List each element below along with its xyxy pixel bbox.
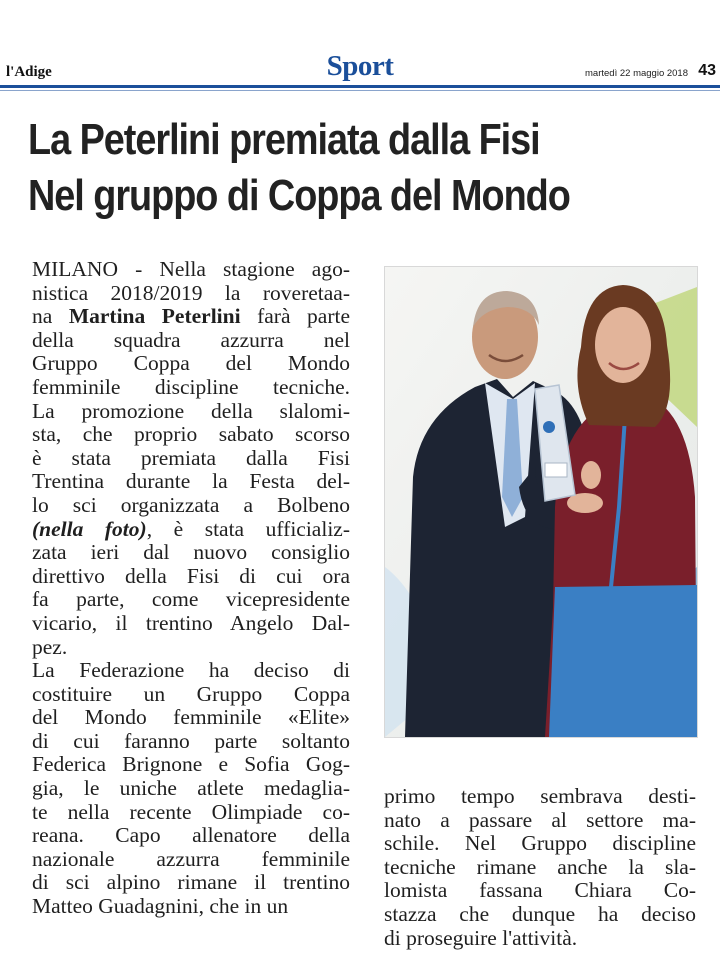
article-column-right	[384, 785, 696, 950]
article-line: di proseguire l'attività.	[384, 925, 578, 950]
woman-pants	[549, 585, 697, 737]
article-line: te nella recente Olimpiade co-	[32, 799, 350, 824]
article-line: schile. Nel Gruppo discipline	[384, 831, 696, 856]
trophy-plate	[545, 463, 567, 477]
article-line: della squadra azzurra nel	[32, 327, 350, 352]
article-line: di cui faranno parte soltanto	[32, 728, 350, 753]
page-number: 43	[698, 62, 716, 79]
article-line: Trentina durante la Festa del-	[32, 469, 350, 494]
newspaper-name: l'Adige	[6, 64, 52, 80]
article-line: lo sci organizzata a Bolbeno	[32, 492, 350, 517]
masthead	[0, 44, 720, 102]
article-line: primo tempo sembrava desti-	[384, 784, 696, 808]
article-line: La promozione della slalomi-	[32, 398, 350, 423]
article-line: costituire un Gruppo Coppa	[32, 681, 350, 706]
article-line: lomista fassana Chiara Co-	[384, 878, 696, 903]
article-line: Matteo Guadagnini, che in un	[32, 894, 289, 919]
article-line: pez.	[32, 634, 68, 659]
headline-line-1: La Peterlini premiata dalla Fisi	[28, 115, 540, 164]
article-line: MILANO - Nella stagione ago-	[32, 257, 350, 281]
article-line: (nella foto), è stata ufficializ-	[32, 516, 350, 541]
article-line: Federica Brignone e Sofia Gog-	[32, 752, 350, 777]
article-line: nistica 2018/2019 la roveretaa-	[32, 280, 350, 305]
photo-illustration	[385, 267, 697, 737]
article-line: reana. Capo allenatore della	[32, 823, 350, 848]
article-line: direttivo della Fisi di cui ora	[32, 563, 350, 588]
article-line: stazza che dunque ha deciso	[384, 901, 696, 926]
article-column-left	[32, 258, 350, 919]
woman-face	[595, 307, 651, 383]
section-title: Sport	[326, 50, 394, 82]
article-line: tecniche rimane anche la sla-	[384, 854, 696, 879]
article-line: è stata premiata dalla Fisi	[32, 445, 350, 470]
article-line: zata ieri dal nuovo consiglio	[32, 540, 350, 565]
article-line: del Mondo femminile «Elite»	[32, 705, 350, 730]
article-line: vicario, il trentino Angelo Dal-	[32, 610, 350, 635]
headline	[28, 112, 613, 224]
article-line: gia, le uniche atlete medaglia-	[32, 776, 350, 801]
article-photo	[384, 266, 698, 738]
headline-line-2: Nel gruppo di Coppa del Mondo	[28, 171, 570, 220]
header-rule	[0, 85, 720, 88]
header-rule-thin	[0, 90, 720, 91]
article-line: fa parte, come vicepresidente	[32, 587, 350, 612]
article-line: sta, che proprio sabato scorso	[32, 422, 350, 447]
article-line: di sci alpino rimane il trentino	[32, 870, 350, 895]
article-line: Gruppo Coppa del Mondo	[32, 351, 350, 376]
article-line: femminile discipline tecniche.	[32, 374, 350, 399]
article-line: na Martina Peterlini farà parte	[32, 304, 350, 329]
article-line: nazionale azzurra femminile	[32, 846, 350, 871]
article-line: nato a passare al settore ma-	[384, 807, 696, 832]
trophy-logo	[543, 421, 555, 433]
woman-hand-right	[581, 461, 601, 489]
publication-date: martedì 22 maggio 2018	[585, 68, 688, 79]
article-line: La Federazione ha deciso di	[32, 658, 350, 683]
